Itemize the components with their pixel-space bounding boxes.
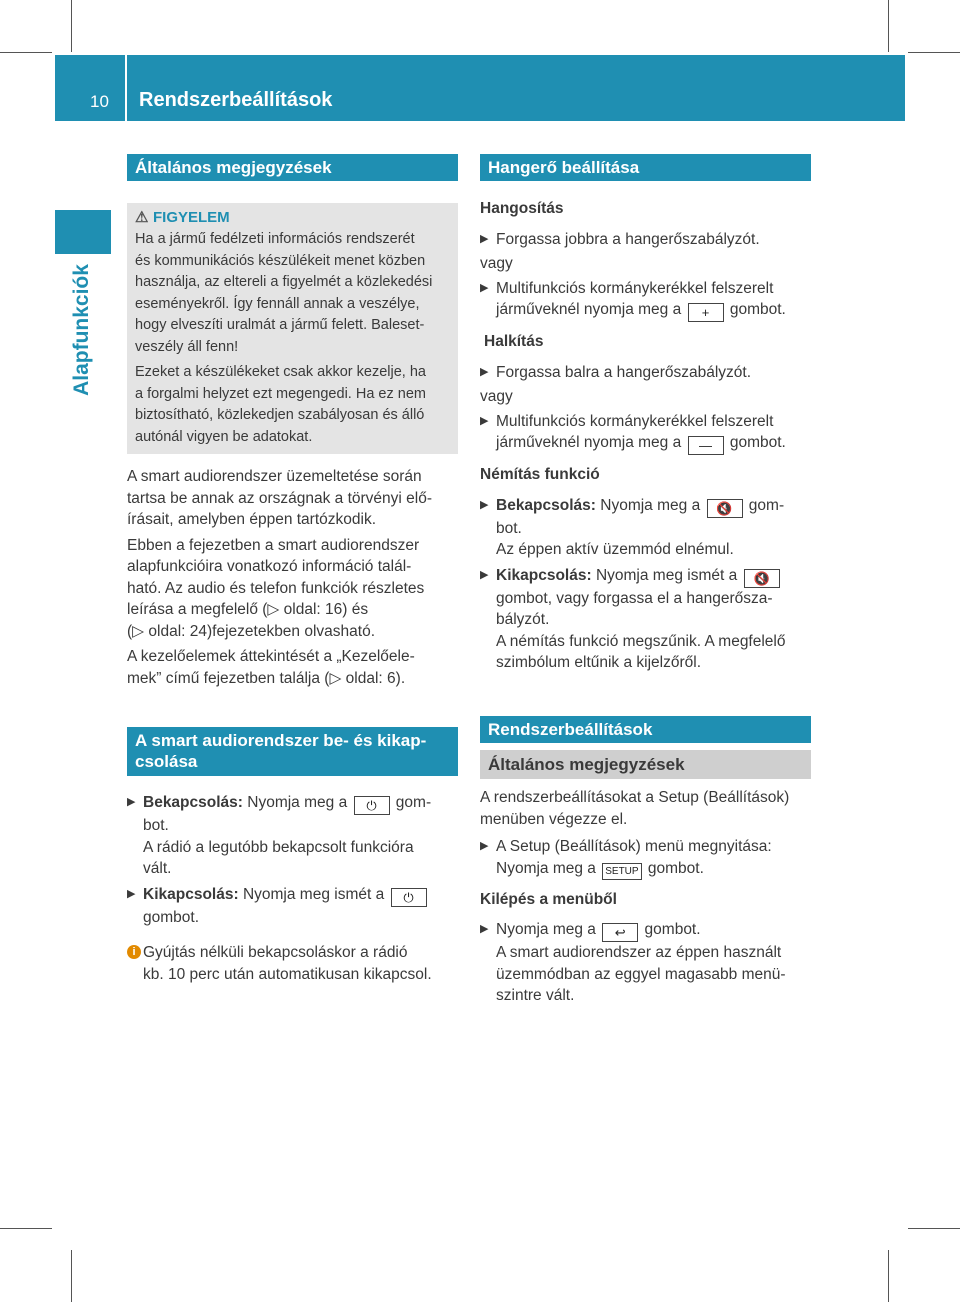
mute-icon: 🔇 [707, 499, 743, 518]
section-title-line: csolása [135, 752, 198, 771]
text-line: bályzót. [496, 611, 550, 628]
page-title: Rendszerbeállítások [139, 89, 333, 111]
list-item [127, 792, 458, 880]
subsection-title: Általános megjegyzések [480, 750, 811, 779]
text-line: szintre vált. [496, 987, 575, 1004]
text-line: gombot, vagy forgassa el a hangerősza- [496, 589, 773, 607]
right-column-lower [480, 716, 811, 1007]
crop-mark [908, 52, 960, 53]
text-line: kb. 10 perc után automatikusan kikapcsol. [143, 965, 432, 983]
text-line: bot. [143, 817, 169, 834]
text-line: A smart audiorendszer az éppen használt [496, 944, 782, 961]
warning-line: Ha a jármű fedélzeti információs rendszerét [135, 231, 415, 247]
text-line: alapfunkcióira vonatkozó információ talál- [127, 558, 412, 575]
subheading: Kilépés a menüből [480, 890, 617, 908]
warning-line: a forgalmi helyzet ezt megengedi. Ha ez nem [135, 385, 426, 402]
bullet-icon: ▶ [480, 568, 489, 581]
text-line: tartsa be annak az országnak a törvényi elő- [127, 489, 433, 507]
text-line: üzemmódban az eggyel magasabb menü- [496, 965, 786, 983]
list-item [127, 884, 458, 929]
warning-heading [135, 207, 450, 229]
text-line: (▷ oldal: 24)fejezetekben olvasható. [127, 622, 376, 640]
paragraph [127, 466, 458, 531]
text-line: A rádió a legutóbb bekapcsolt funkcióra [143, 838, 414, 856]
section-title: Általános megjegyzések [127, 154, 458, 181]
list-item [480, 278, 811, 323]
text-line: mek” című fejezetben találja (▷ oldal: 6). [127, 669, 406, 687]
text-line: menüben végezze el. [480, 810, 628, 828]
text: gombot. [643, 859, 704, 877]
text-line: A smart audiorendszer üzemeltetése során [127, 468, 422, 485]
text-line: A némítás funkció megszűnik. A megfelelő [496, 632, 786, 650]
section-title: Rendszerbeállítások [480, 716, 811, 743]
text-line: Multifunkciós kormánykerékkel felszerelt [496, 412, 774, 430]
power-icon: ⏻ [391, 888, 427, 907]
paragraph [127, 535, 458, 643]
warning-line: használja, az eltereli a figyelmét a közlekedési [135, 274, 433, 290]
warning-line: veszély áll fenn! [135, 338, 239, 355]
warning-line: hogy elveszíti uralmát a jármű felett. Baleset- [135, 317, 425, 333]
bullet-icon: ▶ [480, 281, 489, 294]
list-item [480, 495, 811, 561]
text-line: Gyújtás nélküli bekapcsoláskor a rádió [143, 944, 408, 961]
text-line: vagy [480, 255, 513, 272]
text-line: A Setup (Beállítások) menü megnyitása: [496, 838, 772, 855]
text: gombot. [725, 301, 786, 318]
bullet-icon: ▶ [480, 923, 489, 935]
info-icon: i [127, 945, 141, 959]
text: járműveknél nyomja meg a [496, 434, 686, 451]
warning-box [127, 203, 458, 454]
crop-mark [71, 0, 72, 52]
warning-line: és kommunikációs készülékeit menet közben [135, 252, 426, 269]
plus-icon: + [688, 303, 724, 322]
bold-label: Kikapcsolás: [143, 885, 239, 903]
side-tab-marker [55, 210, 111, 254]
text-line: gombot. [143, 908, 200, 926]
text-line: vált. [143, 860, 172, 877]
warning-line: autónál vigyen be adatokat. [135, 428, 313, 445]
crop-mark [0, 1228, 52, 1229]
crop-mark [908, 1228, 960, 1229]
bullet-icon: ▶ [480, 840, 489, 852]
list-item [480, 229, 811, 251]
power-icon: ⏻ [354, 796, 390, 815]
text: gombot. [725, 434, 786, 451]
header-divider [125, 55, 127, 121]
crop-mark [888, 1250, 889, 1302]
subheading: Némítás funkció [480, 466, 600, 483]
text-line: bot. [496, 519, 522, 537]
text-line: Multifunkciós kormánykerékkel felszerelt [496, 279, 774, 297]
text: gombot. [640, 921, 701, 938]
text-line: Forgassa balra a hangerőszabályzót. [496, 363, 752, 381]
list-item [480, 836, 811, 880]
text: járműveknél nyomja meg a [496, 301, 686, 318]
text-line: Ebben a fejezetben a smart audiorendszer [127, 536, 420, 554]
crop-mark [0, 52, 52, 53]
crop-mark [888, 0, 889, 52]
text: gom- [744, 496, 785, 514]
text: gom- [391, 794, 432, 811]
text-line: ható. Az audio és telefon funkciók részletes [127, 579, 425, 597]
page-header [55, 55, 905, 121]
page-number: 10 [90, 92, 109, 111]
warning-line: eseményekről. Így fennáll annak a veszélye, [135, 295, 420, 312]
minus-icon: — [688, 436, 724, 455]
list-item [480, 411, 811, 456]
text-line: írásait, amelyben éppen tartózkodik. [127, 511, 376, 528]
text: Nyomja meg ismét a [591, 566, 742, 584]
side-tab-label: Alapfunkciók [70, 264, 93, 396]
text: Nyomja meg a [496, 921, 601, 938]
section-title [127, 727, 458, 776]
bold-label: Bekapcsolás: [143, 794, 243, 811]
bullet-icon: ▶ [480, 498, 489, 511]
list-item [480, 362, 811, 384]
paragraph [127, 646, 458, 689]
right-column [480, 154, 811, 674]
bullet-icon: ▶ [480, 232, 489, 245]
subheading: Halkítás [484, 333, 544, 350]
text-line: A kezelőelemek áttekintését a „Kezelőele- [127, 648, 415, 665]
bold-label: Kikapcsolás: [496, 566, 592, 584]
warning-label: FIGYELEM [153, 209, 230, 226]
text-line: A rendszerbeállításokat a Setup (Beállítások) [480, 789, 790, 806]
warning-icon: ⚠ [135, 209, 149, 226]
back-icon: ↩ [602, 923, 638, 942]
crop-mark [71, 1250, 72, 1302]
list-item [480, 565, 811, 674]
left-column [127, 154, 458, 689]
text: Nyomja meg a [242, 794, 352, 811]
bullet-icon: ▶ [127, 887, 136, 900]
text-line: vagy [480, 388, 513, 405]
section-title-line: A smart audiorendszer be- és kikap- [135, 731, 427, 750]
text: Nyomja meg ismét a [238, 885, 389, 903]
bullet-icon: ▶ [480, 365, 489, 378]
text-line: Az éppen aktív üzemmód elnémul. [496, 541, 734, 558]
info-note [127, 942, 458, 985]
left-column-lower [127, 727, 458, 985]
list-item [480, 919, 811, 1007]
text: Nyomja meg a [496, 859, 601, 877]
paragraph [480, 787, 811, 830]
bullet-icon: ▶ [480, 414, 489, 427]
text-line: Forgassa jobbra a hangerőszabályzót. [496, 230, 760, 248]
subheading: Hangosítás [480, 200, 564, 217]
bullet-icon: ▶ [127, 796, 136, 808]
text-line: leírása a megfelelő (▷ oldal: 16) és [127, 601, 369, 618]
mute-icon: 🔇 [744, 569, 780, 588]
warning-line: biztosítható, közlekedjen szabályosan és álló [135, 407, 425, 423]
section-title: Hangerő beállítása [480, 154, 811, 181]
bold-label: Bekapcsolás: [496, 496, 596, 514]
warning-line: Ezeket a készülékeket csak akkor kezelje, ha [135, 364, 426, 380]
setup-key-icon: SETUP [602, 863, 641, 880]
text-line: szimbólum eltűnik a kijelzőről. [496, 654, 702, 671]
text: Nyomja meg a [595, 496, 705, 514]
